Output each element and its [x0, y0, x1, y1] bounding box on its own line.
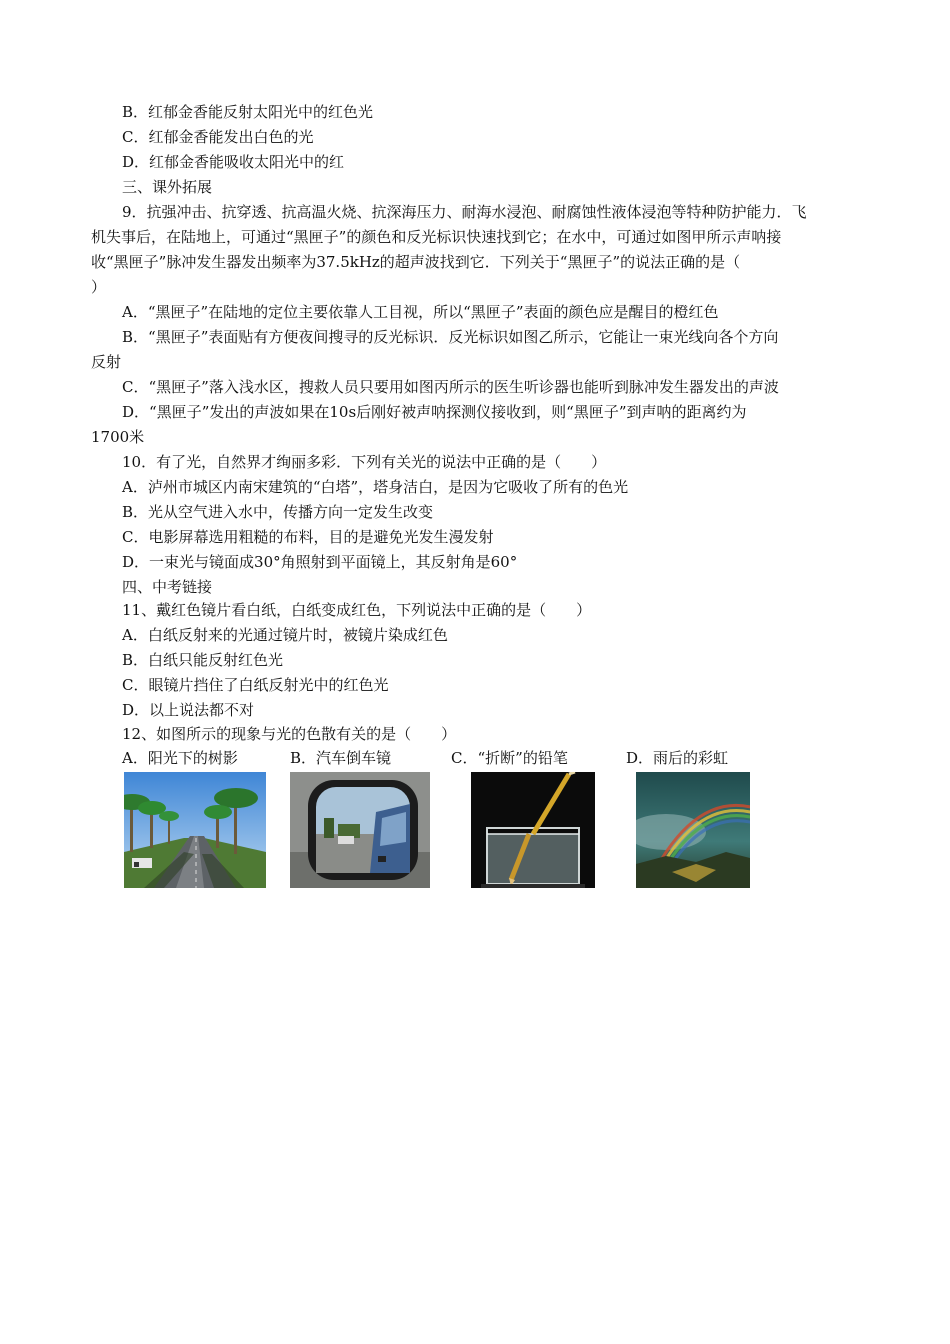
q9-option-c: C．“黑匣子”落入浅水区，搜救人员只要用如图丙所示的医生听诊器也能听到脉冲发生器发出的声波 — [122, 378, 779, 396]
q9-option-d-line-1: D．“黑匣子”发出的声波如果在10s后刚好被声呐探测仪接收到，则“黑匣子”到声呐的距离约为 — [122, 403, 747, 421]
q11-option-c: C．眼镜片挡住了白纸反射光中的红色光 — [122, 676, 389, 694]
q9-stem-line-3: 收“黑匣子”脉冲发生器发出频率为37.5kHz的超声波找到它．下列关于“黑匣子”的说法正确的是（ — [91, 253, 741, 271]
q11-option-d: D．以上说法都不对 — [122, 701, 255, 719]
car-mirror-image — [290, 772, 430, 888]
q8-option-b: B．红郁金香能反射太阳光中的红色光 — [122, 103, 374, 121]
q9-stem-line-2: 机失事后，在陆地上，可通过“黑匣子”的颜色和反光标识快速找到它；在水中，可通过如图甲所示声呐接 — [91, 228, 782, 246]
q12-option-d-label: D．雨后的彩虹 — [626, 749, 729, 767]
q12-option-a-label: A．阳光下的树影 — [122, 749, 238, 767]
bent-pencil-image — [471, 772, 595, 888]
tree-shadow-image — [124, 772, 266, 888]
section-heading-extension: 三、课外拓展 — [122, 178, 213, 196]
q8-option-c: C．红郁金香能发出白色的光 — [122, 128, 314, 146]
section-heading-exam-link: 四、中考链接 — [122, 578, 213, 596]
q10-option-a: A．泸州市城区内南宋建筑的“白塔”，塔身洁白，是因为它吸收了所有的色光 — [122, 478, 629, 496]
q9-option-a: A．“黑匣子”在陆地的定位主要依靠人工目视，所以“黑匣子”表面的颜色应是醒目的橙红色 — [122, 303, 719, 321]
q10-option-d: D．一束光与镜面成30°角照射到平面镜上，其反射角是60° — [122, 553, 518, 571]
q12-stem: 12、如图所示的现象与光的色散有关的是（ ） — [122, 725, 457, 743]
q9-stem-line-1: 9．抗强冲击、抗穿透、抗高温火烧、抗深海压力、耐海水浸泡、耐腐蚀性液体浸泡等特种防护能力．飞 — [122, 203, 807, 221]
q11-option-a: A．白纸反射来的光通过镜片时，被镜片染成红色 — [122, 626, 448, 644]
q10-stem: 10．有了光，自然界才绚丽多彩．下列有关光的说法中正确的是（ ） — [122, 453, 607, 471]
q9-option-b-line-2: 反射 — [91, 353, 122, 371]
q12-option-b-label: B．汽车倒车镜 — [290, 749, 392, 767]
q10-option-b: B．光从空气进入水中，传播方向一定发生改变 — [122, 503, 434, 521]
q12-option-c-label: C．“折断”的铅笔 — [451, 749, 568, 767]
q9-stem-line-4: ） — [91, 278, 107, 296]
q9-option-b-line-1: B．“黑匣子”表面贴有方便夜间搜寻的反光标识．反光标识如图乙所示，它能让一束光线向各个方向 — [122, 328, 779, 346]
q8-option-d: D．红郁金香能吸收太阳光中的红 — [122, 153, 345, 171]
q11-option-b: B．白纸只能反射红色光 — [122, 651, 284, 669]
q9-option-d-line-2: 1700米 — [91, 428, 145, 446]
q10-option-c: C．电影屏幕选用粗糙的布料，目的是避免光发生漫发射 — [122, 528, 494, 546]
q11-stem: 11、戴红色镜片看白纸，白纸变成红色，下列说法中正确的是（ ） — [122, 601, 592, 619]
rainbow-image — [636, 772, 750, 888]
